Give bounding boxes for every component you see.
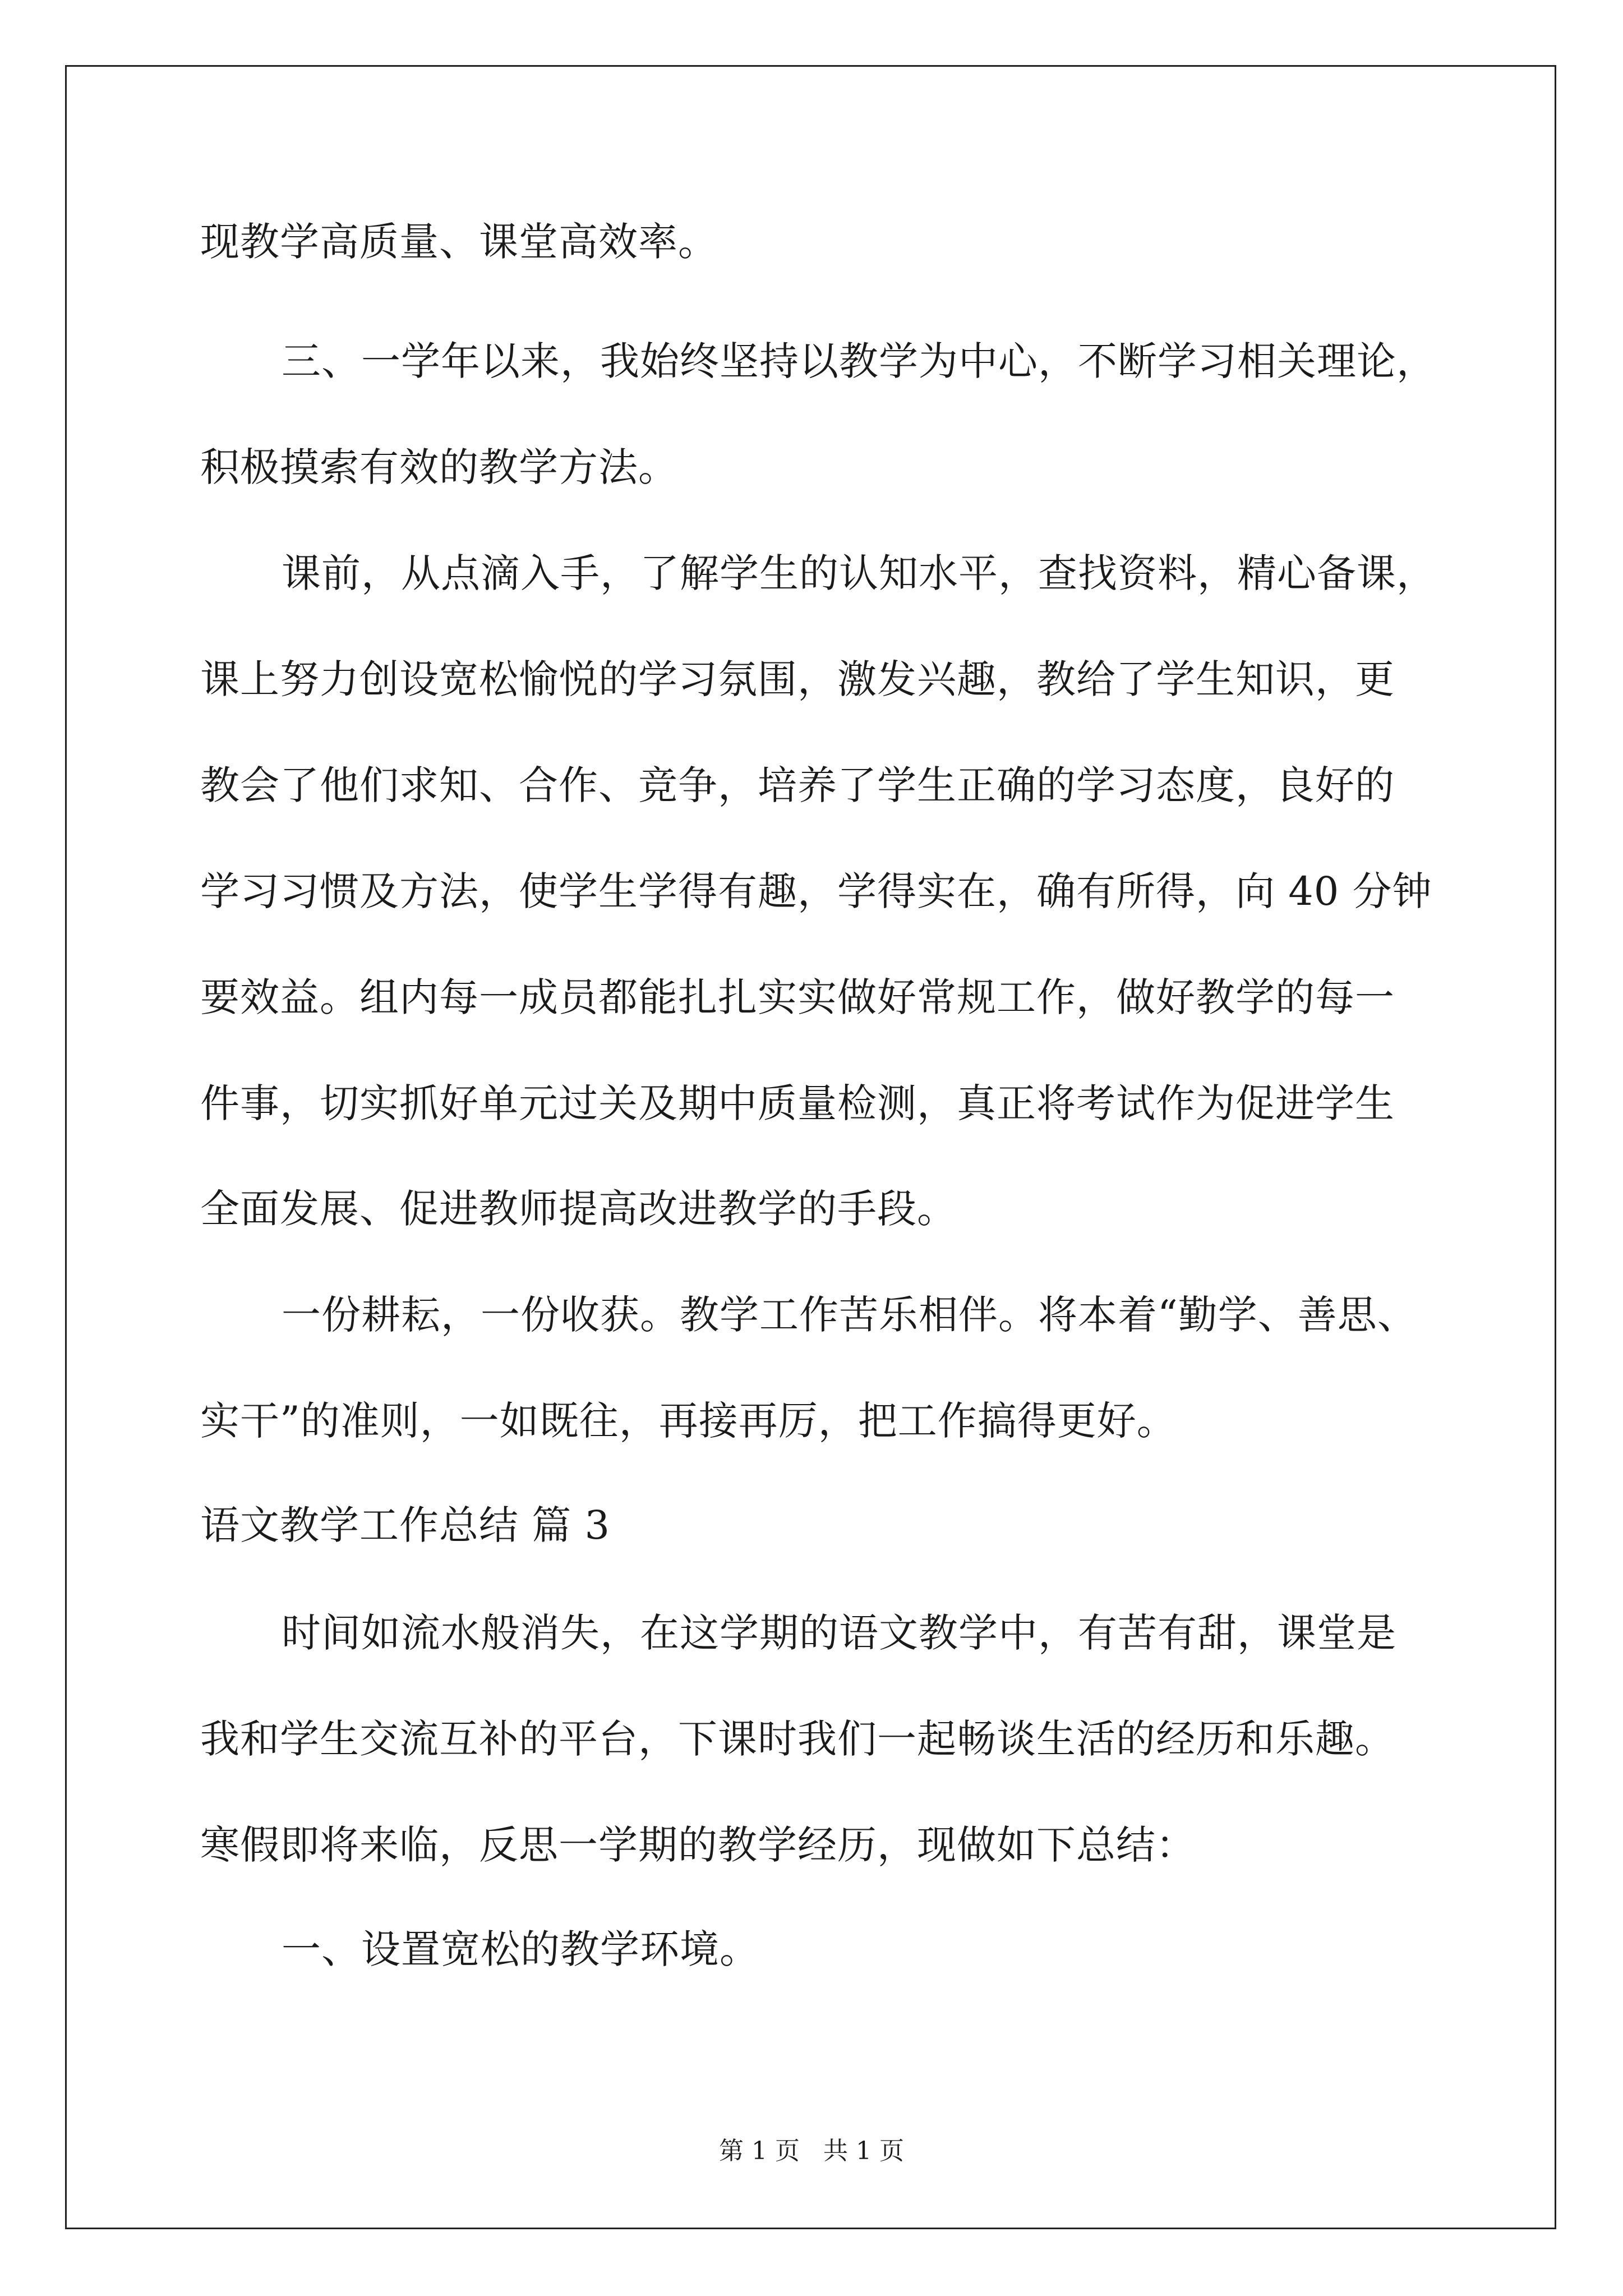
page-number-footer: 第 1 页 共 1 页 xyxy=(719,2137,904,2165)
text-line: 全面发展、促进教师提高改进教学的手段。 xyxy=(200,1186,957,1232)
text-line: 件事，切实抓好单元过关及期中质量检测，真正将考试作为促进学生 xyxy=(200,1080,1395,1126)
text-line: 我和学生交流互补的平台，下课时我们一起畅谈生活的经历和乐趣。 xyxy=(200,1716,1395,1762)
text-line: 学习习惯及方法，使学生学得有趣，学得实在，确有所得，向 40 分钟 xyxy=(200,868,1432,914)
text-line: 三、一学年以来，我始终坚持以教学为中心，不断学习相关理论， xyxy=(282,338,1436,384)
text-line: 要效益。组内每一成员都能扎扎实实做好常规工作，做好教学的每一 xyxy=(200,974,1395,1020)
text-line: 课前，从点滴入手，了解学生的认知水平，查找资料，精心备课， xyxy=(282,550,1436,596)
text-line: 积极摸索有效的教学方法。 xyxy=(200,444,678,490)
section-heading: 语文教学工作总结 篇 3 xyxy=(200,1502,611,1548)
text-line: 寒假即将来临，反思一学期的教学经历，现做如下总结： xyxy=(200,1822,1196,1868)
text-line: 实干”的准则，一如既往，再接再厉，把工作搞得更好。 xyxy=(200,1398,1177,1444)
text-line: 时间如流水般消失，在这学期的语文教学中，有苦有甜，课堂是 xyxy=(282,1610,1396,1656)
text-line: 教会了他们求知、合作、竞争，培养了学生正确的学习态度，良好的 xyxy=(200,762,1395,808)
page-border xyxy=(65,65,1556,2229)
text-line: 课上努力创设宽松愉悦的学习氛围，激发兴趣，教给了学生知识，更 xyxy=(200,656,1395,702)
text-line: 一份耕耘，一份收获。教学工作苦乐相伴。将本着“勤学、善思、 xyxy=(282,1292,1417,1338)
text-line: 一、设置宽松的教学环境。 xyxy=(282,1926,759,1972)
text-line: 现教学高质量、课堂高效率。 xyxy=(200,219,718,265)
